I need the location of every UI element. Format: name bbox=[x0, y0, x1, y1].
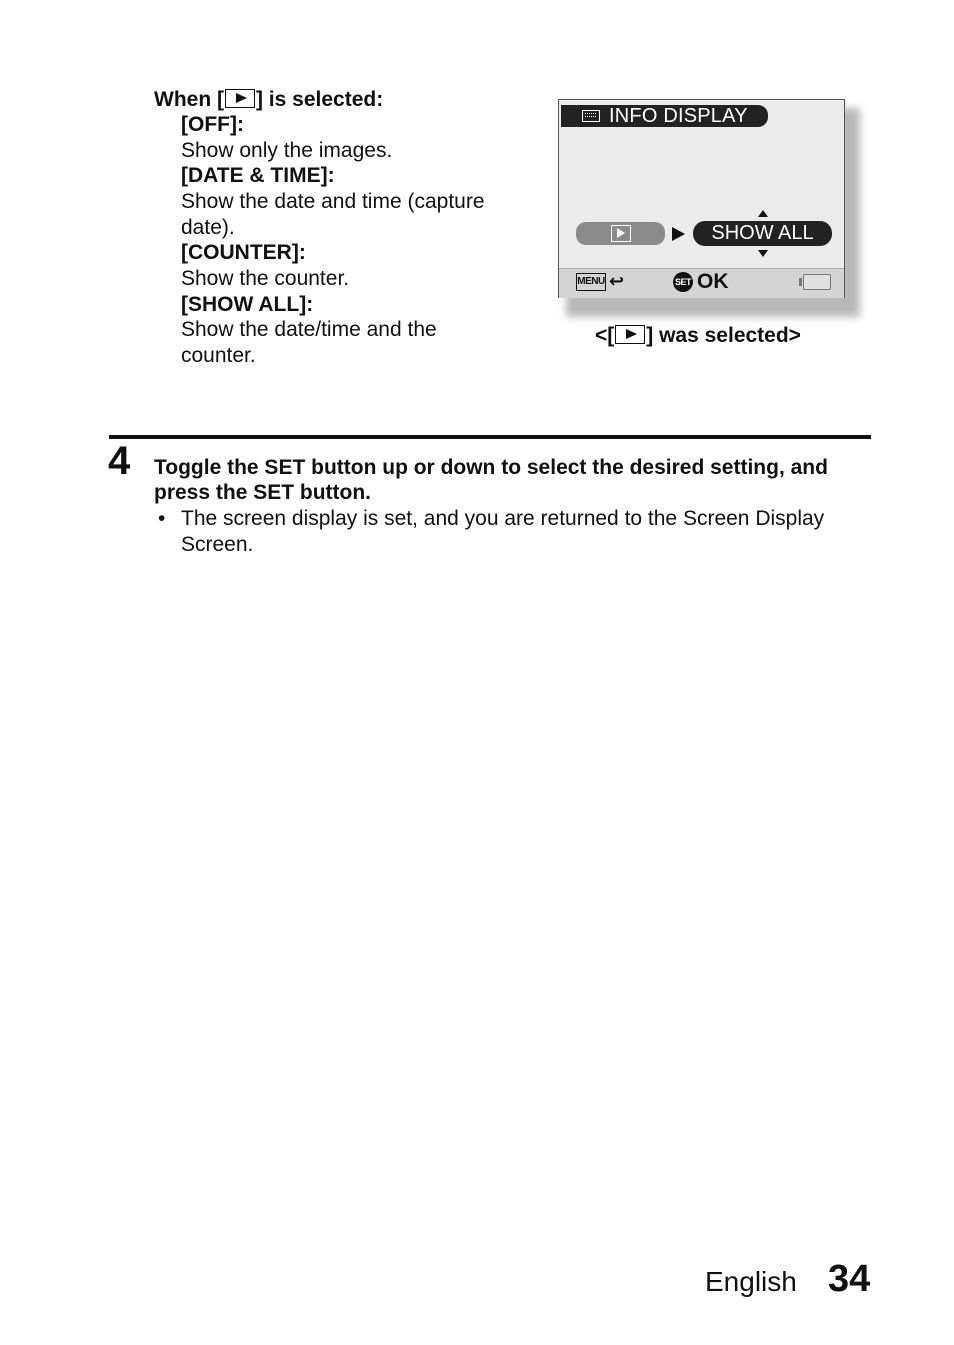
menu-button-label: MENU bbox=[576, 273, 606, 291]
screen-caption bbox=[595, 323, 801, 349]
screen-bottom-bar bbox=[559, 268, 844, 298]
screen-title-bar bbox=[561, 105, 768, 127]
battery-tip bbox=[799, 278, 802, 286]
screen-title: INFO DISPLAY bbox=[609, 105, 748, 127]
set-button-icon: SET bbox=[673, 272, 693, 292]
caption-prefix: <[ bbox=[595, 324, 615, 347]
setting-category-pill bbox=[576, 222, 665, 245]
option-desc-counter: Show the counter. bbox=[181, 267, 350, 290]
option-label-show-all: [SHOW ALL]: bbox=[181, 293, 314, 316]
ok-label: OK bbox=[697, 270, 729, 293]
play-icon bbox=[615, 325, 645, 344]
option-label-counter: [COUNTER]: bbox=[181, 241, 306, 264]
selection-arrow-icon bbox=[672, 227, 685, 241]
option-label-date-time: [DATE & TIME]: bbox=[181, 164, 335, 187]
step-number: 4 bbox=[108, 439, 131, 483]
footer-language: English bbox=[705, 1266, 797, 1297]
triangle-down-icon bbox=[758, 250, 768, 257]
battery-icon bbox=[803, 274, 831, 290]
info-display-icon bbox=[582, 110, 600, 122]
options-heading-prefix: When [ bbox=[154, 88, 224, 111]
selected-value-pill: SHOW ALL bbox=[693, 221, 832, 246]
page-number: 34 bbox=[828, 1258, 871, 1300]
return-icon: ↩ bbox=[609, 271, 625, 291]
caption-suffix: ] was selected> bbox=[646, 324, 801, 347]
option-desc-date-time-line2: date). bbox=[181, 216, 235, 239]
play-icon bbox=[611, 225, 631, 242]
option-label-off: [OFF]: bbox=[181, 113, 244, 136]
option-desc-show-all-line2: counter. bbox=[181, 344, 256, 367]
option-desc-off: Show only the images. bbox=[181, 139, 393, 162]
bullet-dot: • bbox=[158, 507, 166, 530]
step-instruction-line1: Toggle the SET button up or down to select the desired setting, and bbox=[154, 456, 828, 479]
option-desc-date-time-line1: Show the date and time (capture bbox=[181, 190, 485, 213]
play-icon bbox=[225, 89, 255, 108]
options-heading bbox=[154, 87, 383, 113]
triangle-up-icon bbox=[758, 210, 768, 217]
camera-screen bbox=[558, 99, 845, 298]
section-divider bbox=[109, 435, 871, 439]
options-heading-suffix: ] is selected: bbox=[255, 88, 384, 111]
step-instruction-line2: press the SET button. bbox=[154, 481, 372, 504]
option-desc-show-all-line1: Show the date/time and the bbox=[181, 318, 437, 341]
step-note-line1: The screen display is set, and you are returned to the Screen Display bbox=[181, 507, 825, 530]
step-note-line2: Screen. bbox=[181, 533, 254, 556]
